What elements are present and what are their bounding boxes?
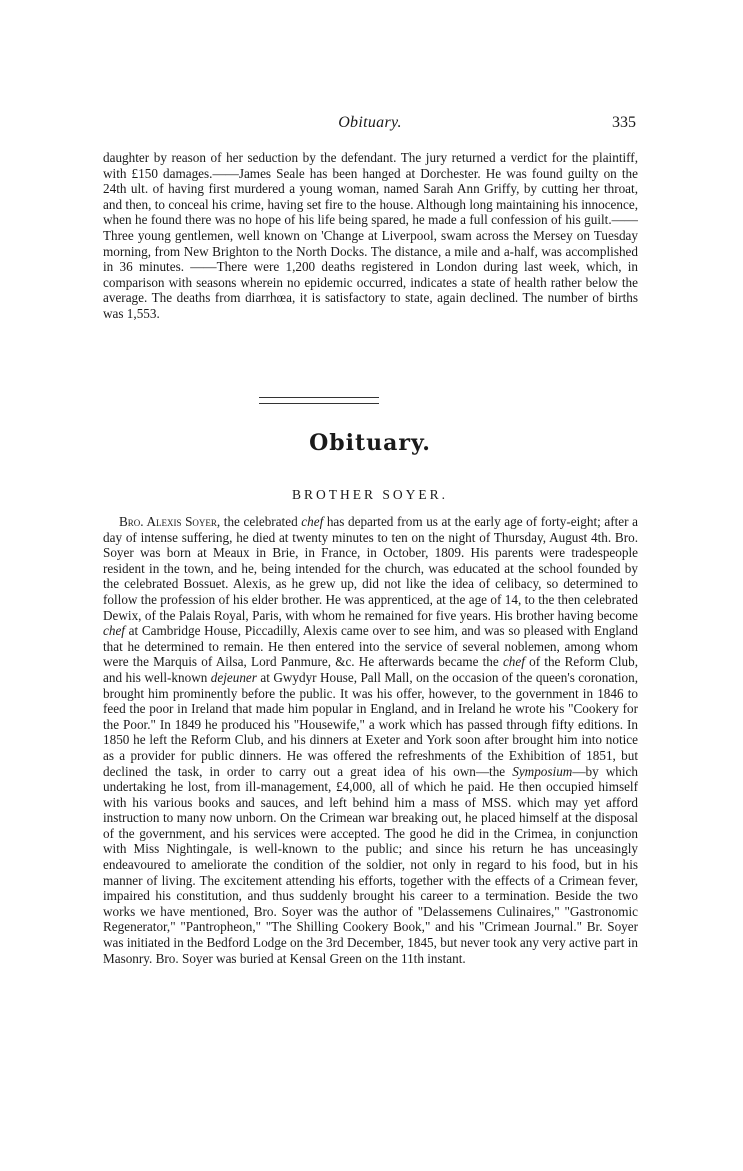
- italic-term: chef: [301, 514, 324, 529]
- running-title: Obituary.: [338, 114, 402, 131]
- article-heading: BROTHER SOYER.: [291, 487, 448, 502]
- obituary-body: [103, 514, 638, 966]
- italic-term: dejeuner: [210, 669, 257, 685]
- text-run: of the Reform Club, and his well-known: [103, 654, 638, 685]
- news-paragraph-block: [103, 150, 638, 322]
- italic-term: chef: [502, 654, 525, 670]
- text-run: —by which undertaking he lost, from ill-management, £4,000, all of which he paid. He then occupied himself with his various books and sauces, and left behind him a mass of MSS. which may yet afford instruction to many now unborn. On the Crimean war breaking out, he placed himself at the disposal of the government, and his services were accepted. The good he did in the Crimea, in conjunction with Miss Nightingale, is well-known to the public; and since his return he has unceasingly endeavoured to ameliorate the condition of the soldier, not only in regard to his food, but in his manner of living. The excitement attending his efforts, together with the effects of a Crimean fever, impaired his constitution, and thus suddenly brought his career to a termination. Beside the two works we have mentioned, Bro. Soyer was the author of "Delassemens Culinaires," "Gastronomic Regenerator," "Pantropheon," "The Shilling Cookery Book," and his "Crimean Journal." Br. Soyer was initiated in the Bedford Lodge on the 3rd December, 1845, but never took any very active part in Masonry. Bro. Soyer was buried at Kensal Green on the 11th instant.: [103, 763, 638, 966]
- text-run: at Gwydyr House, Pall Mall, on the occasion of the queen's coronation, brought him prominently before the public. It was his offer, however, to the government in 1846 to feed the poor in Ireland that made him popular in England, and in Ireland he wrote his "Cookery for the Poor." In 1849 he produced his "Housewife," a work which has passed through fifty editions. In 1850 he left the Reform Club, and his dinners at Exeter and York soon after brought him into notice as a provider for public dinners. He was offered the refreshments of the Exhibition of 1851, but declined the task, in order to carry out a great idea of his own—the: [103, 669, 638, 779]
- page-number: 335: [612, 114, 636, 131]
- obituary-paragraph: [103, 514, 638, 966]
- section-divider: [259, 397, 379, 404]
- news-paragraph: daughter by reason of her seduction by the defendant. The jury returned a verdict for the plaintiff, with £150 damages.——James Seale has been hanged at Dorchester. He was found guilty on the 24th ult. of having first murdered a young woman, named Sarah Ann Griffy, by cutting her throat, and then, to conceal his crime, having set fire to the house. Although long maintaining his innocence, when he found there was no hope of his life being spared, he made a full confession of his guilt.——Three young gentlemen, well known on 'Change at Liverpool, swam across the Mersey on Tuesday morning, from New Brighton to the North Docks. The distance, a mile and a-half, was accomplished in 36 minutes. ——There were 1,200 deaths registered in London during last week, which, in comparison with seasons wherein no epidemic occurred, indicates a state of health rather below the average. The deaths from diarrhœa, it is satisfactory to state, again declined. The number of births was 1,553.: [103, 150, 638, 321]
- running-head: [100, 114, 640, 136]
- text-run: at Cambridge House, Piccadilly, Alexis came over to see him, and was so pleased with England that he determined to remain. He then entered into the service of several noblemen, among whom were the Marquis of Ailsa, Lord Panmure, &c. He afterwards became the: [103, 623, 638, 670]
- subject-name: Bro. Alexis Soyer,: [119, 514, 221, 529]
- text-run: the celebrated: [220, 514, 302, 529]
- italic-term: chef: [103, 623, 125, 639]
- section-title: Obituary.: [309, 430, 431, 456]
- text-run: has departed from us at the early age of forty-eight; after a day of intense suffering, he died at twenty minutes to ten on the night of Thursday, August 4th. Bro. Soyer was born at Meaux in Brie, in France, in October, 1809. His parents were tradespeople resident in the town, and he, being intended for the church, was educated at the school founded by the celebrated Bossuet. Alexis, as he grew up, did not like the idea of celibacy, so determined to follow the profession of his elder brother. He was apprenticed, at the age of 14, to the then celebrated Dewix, of the Palais Royal, Paris, with whom he remained for five years. His brother having become: [103, 514, 638, 623]
- italic-term: Symposium: [512, 763, 573, 779]
